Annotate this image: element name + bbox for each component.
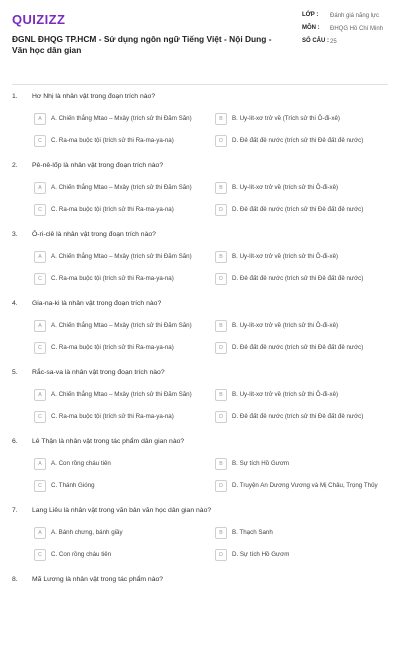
option-letter-box: C [34,342,46,354]
answer-option[interactable] [215,388,338,401]
answer-option[interactable] [34,250,192,263]
meta-row-count [302,38,388,47]
question-text: Gia-na-ki là nhân vật trong đoạn trích nào? [32,300,162,307]
option-text: B. Thạch Sanh [232,529,273,536]
option-letter-box: D [215,204,227,216]
option-letter-box: A [34,113,46,125]
option-text: D. Đẻ đất đẻ nước (trích sử thi Đẻ đất đẻ nước) [232,275,364,282]
option-text: B. Uy-lít-xơ trở về (trích sử thi Ô-đi-xê) [232,253,339,260]
question-text: Pê-nê-lốp là nhân vật trong đoạn trích nào? [32,162,164,169]
option-text: D. Truyện An Dương Vương và Mị Châu, Trọng Thủy [232,482,378,489]
answer-option[interactable] [215,250,338,263]
question-number: 5. [12,369,18,376]
answer-option[interactable] [34,548,111,561]
option-letter-box: B [215,182,227,194]
meta-value: 25 [330,39,337,45]
question-item [12,507,388,576]
option-letter-box: A [34,251,46,263]
option-text: A. Chiến thắng Mtao – Mxây (trích sử thi Đăm Săn) [51,184,192,191]
option-text: C. Ra-ma buộc tội (trích sử thi Ra-ma-ya-na) [51,137,174,144]
option-letter-box: B [215,251,227,263]
option-letter-box: C [34,549,46,561]
option-text: B. Uy-lít-xơ trở về (Trích sử thi Ô-đi-xê) [232,115,340,122]
answer-option[interactable] [34,410,174,423]
question-item [12,231,388,300]
option-letter-box: D [215,342,227,354]
worksheet-meta [302,12,388,51]
option-text: D. Đẻ đất đẻ nước (trích sử thi Đẻ đất đẻ nước) [232,206,364,213]
answer-option[interactable] [34,479,95,492]
question-item [12,162,388,231]
answer-option[interactable] [215,457,289,470]
meta-label: MÔN : [302,25,320,31]
option-text: B. Uy-lít-xơ trở về (trích sử thi Ô-đi-xê) [232,322,339,329]
meta-row-subject [302,25,388,34]
option-text: A. Bánh chưng, bánh giầy [51,529,123,536]
answer-option[interactable] [215,526,273,539]
option-text: C. Ra-ma buộc tội (trích sử thi Ra-ma-ya-na) [51,206,174,213]
option-text: B. Uy-lít-xơ trở về (trích sử thi Ô-đi-xê) [232,184,339,191]
answer-option[interactable] [215,134,363,147]
answer-option[interactable] [34,272,174,285]
option-letter-box: B [215,320,227,332]
option-letter-box: C [34,411,46,423]
question-text: Mã Lương là nhân vật trong tác phẩm nào? [32,576,164,583]
option-letter-box: B [215,113,227,125]
option-text: D. Đẻ đất đẻ nước (trích sử thi Đẻ đất đẻ nước) [232,137,364,144]
meta-value: Đánh giá năng lực [330,13,380,19]
option-letter-box: C [34,204,46,216]
option-letter-box: B [215,389,227,401]
option-text: D. Đẻ đất đẻ nước (trích sử thi Đẻ đất đẻ nước) [232,413,364,420]
option-text: D. Sự tích Hồ Gươm [232,551,290,558]
option-letter-box: C [34,273,46,285]
meta-row-class [302,12,388,21]
question-item [12,576,388,645]
answer-option[interactable] [34,526,123,539]
answer-option[interactable] [215,479,378,492]
answer-option[interactable] [34,319,192,332]
option-letter-box: B [215,458,227,470]
question-text: Lê Thận là nhân vật trong tác phẩm dân gian nào? [32,438,185,445]
option-letter-box: D [215,135,227,147]
option-letter-box: D [215,411,227,423]
answer-option[interactable] [34,341,174,354]
answer-option[interactable] [215,203,363,216]
option-text: A. Chiến thắng Mtao – Mxây (trích sử thi Đăm Săn) [51,391,192,398]
question-number: 4. [12,300,18,307]
option-letter-box: A [34,389,46,401]
answer-option[interactable] [34,203,174,216]
question-number: 8. [12,576,18,583]
question-text: Ô-ri-clê là nhân vật trong đoạn trích nào? [32,231,156,238]
option-letter-box: A [34,458,46,470]
option-text: C. Thánh Gióng [51,482,95,489]
answer-option[interactable] [215,112,340,125]
meta-label: SỐ CÂU : [302,38,329,44]
option-letter-box: A [34,182,46,194]
meta-value: ĐHQG Hồ Chí Minh [330,26,384,32]
header-divider [12,84,388,85]
question-number: 3. [12,231,18,238]
answer-option[interactable] [215,410,363,423]
quizizz-logo: QUIZIZZ [12,12,66,27]
option-text: A. Chiến thắng Mtao – Mxây (trích sử thi Đăm Săn) [51,115,192,122]
option-letter-box: B [215,527,227,539]
worksheet-title: ĐGNL ĐHQG TP.HCM - Sử dụng ngôn ngữ Tiếng Việt - Nội Dung - Văn học dân gian [12,34,272,55]
answer-option[interactable] [34,388,192,401]
answer-option[interactable] [34,134,174,147]
answer-option[interactable] [215,341,363,354]
option-text: C. Con rồng cháu tiên [51,551,112,558]
answer-option[interactable] [215,319,338,332]
question-item [12,93,388,162]
option-text: C. Ra-ma buộc tội (trích sử thi Ra-ma-ya-na) [51,275,174,282]
answer-option[interactable] [215,181,338,194]
question-item [12,369,388,438]
question-item [12,300,388,369]
option-text: A. Chiến thắng Mtao – Mxây (trích sử thi Đăm Săn) [51,253,192,260]
question-number: 1. [12,93,18,100]
meta-label: LỚP : [302,12,319,18]
option-letter-box: C [34,135,46,147]
option-text: A. Con rồng cháu tiên [51,460,111,467]
answer-option[interactable] [34,181,192,194]
option-letter-box: D [215,273,227,285]
option-text: D. Đẻ đất đẻ nước (trích sử thi Đẻ đất đẻ nước) [232,344,364,351]
question-number: 7. [12,507,18,514]
header [12,12,388,82]
option-letter-box: D [215,549,227,561]
answer-option[interactable] [215,272,363,285]
option-text: B. Sự tích Hồ Gươm [232,460,290,467]
question-list [12,93,388,645]
option-letter-box: A [34,320,46,332]
answer-option[interactable] [215,548,289,561]
question-text: Rắc-sa-va là nhân vật trong đoạn trích nào? [32,369,165,376]
answer-option[interactable] [34,457,111,470]
question-number: 6. [12,438,18,445]
option-text: C. Ra-ma buộc tội (trích sử thi Ra-ma-ya-na) [51,413,174,420]
option-letter-box: D [215,480,227,492]
question-number: 2. [12,162,18,169]
answer-option[interactable] [34,112,192,125]
option-text: B. Uy-lít-xơ trở về (trích sử thi Ô-đi-xê) [232,391,339,398]
option-text: C. Ra-ma buộc tội (trích sử thi Ra-ma-ya-na) [51,344,174,351]
question-item [12,438,388,507]
question-text: Lang Liêu là nhân vật trong văn bản văn học dân gian nào? [32,507,212,514]
option-text: A. Chiến thắng Mtao – Mxây (trích sử thi Đăm Săn) [51,322,192,329]
option-letter-box: C [34,480,46,492]
question-text: Hơ Nhị là nhân vật trong đoạn trích nào? [32,93,156,100]
option-letter-box: A [34,527,46,539]
